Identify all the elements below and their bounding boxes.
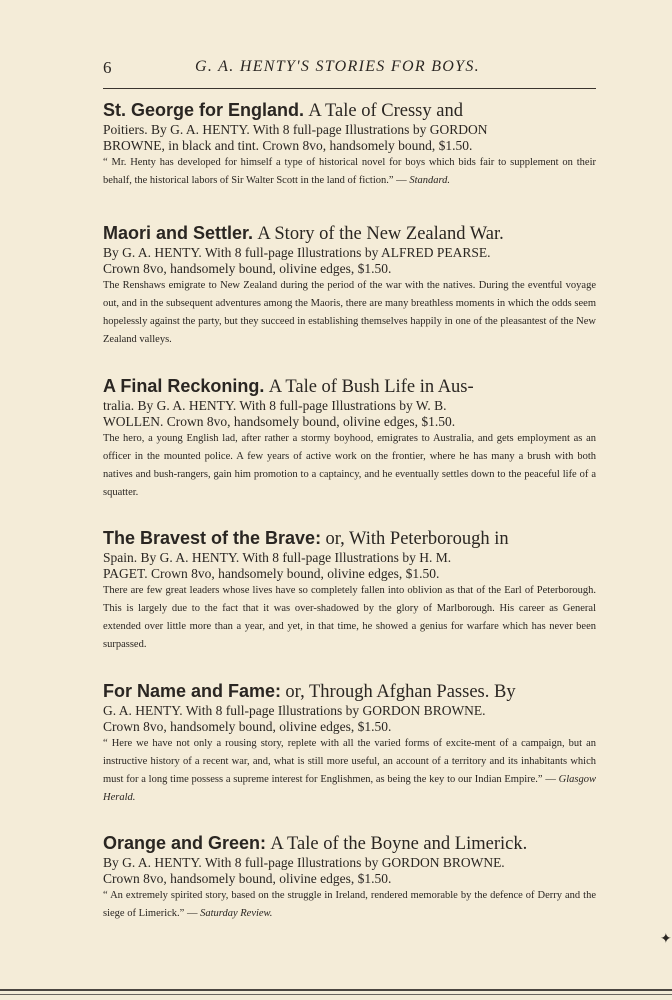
header-rule bbox=[103, 88, 596, 89]
book-entry bbox=[103, 222, 596, 349]
book-title: Maori and Settler. bbox=[103, 223, 254, 243]
bottom-rule bbox=[0, 989, 672, 991]
book-entry bbox=[103, 99, 596, 190]
review-source: Saturday Review. bbox=[200, 908, 273, 919]
page-number: 6 bbox=[103, 58, 112, 77]
description-text: “ Mr. Henty has developed for himself a type of historical novel for boys which bids fair to supplement on their behalf, the historical labors of Sir Walter Scott in the land of fiction.” — bbox=[103, 157, 596, 186]
book-description: The Renshaws emigrate to New Zealand during the period of the war with the natives. During the eventful voyage out, and in the subsequent adventures among the Maoris, there are many breathless moments in which the odds seem hopelessly against the party, but they succeed in establishing themselves happily in one of the pleasantest of the New Zealand valleys. bbox=[103, 280, 596, 345]
book-description bbox=[103, 154, 596, 190]
biblio-line: Crown 8vo, handsomely bound, olivine edges, $1.50. bbox=[103, 871, 392, 886]
book-title: St. George for England. bbox=[103, 100, 305, 120]
book-subtitle: A Story of the New Zealand War. bbox=[257, 224, 504, 244]
book-entry bbox=[103, 832, 596, 923]
biblio-line: PAGET. Crown 8vo, handsomely bound, olivine edges, $1.50. bbox=[103, 566, 440, 581]
book-title-line bbox=[103, 832, 596, 855]
biblio-line: tralia. By G. A. HENTY. With 8 full-page Illustrations by W. B. bbox=[103, 398, 447, 413]
book-subtitle: A Tale of Bush Life in Aus- bbox=[268, 377, 474, 397]
biblio-line: BROWNE, in black and tint. Crown 8vo, handsomely bound, $1.50. bbox=[103, 138, 473, 153]
bottom-rule bbox=[0, 994, 672, 995]
biblio-line: WOLLEN. Crown 8vo, handsomely bound, olivine edges, $1.50. bbox=[103, 414, 456, 429]
book-entry bbox=[103, 375, 596, 502]
biblio-line: Poitiers. By G. A. HENTY. With 8 full-page Illustrations by GORDON bbox=[103, 122, 488, 137]
book-title-line bbox=[103, 527, 596, 550]
biblio-line: Spain. By G. A. HENTY. With 8 full-page Illustrations by H. M. bbox=[103, 550, 452, 565]
margin-mark-icon: ✦ bbox=[660, 932, 672, 947]
book-title-line bbox=[103, 99, 596, 122]
book-entry bbox=[103, 527, 596, 654]
book-entry bbox=[103, 680, 596, 807]
book-description bbox=[103, 735, 596, 807]
book-description: There are few great leaders whose lives have so completely fallen into oblivion as that of the Earl of Peterborough. This is largely due to the fact that it was over-shadowed by the glory of Marlborough. His career as General extended over little more than a year, and yet, in that time, he showed a genius for warfare which has never been surpassed. bbox=[103, 585, 596, 650]
page-header bbox=[103, 58, 596, 82]
review-source: Glasgow Herald. bbox=[103, 774, 596, 803]
book-title: Orange and Green: bbox=[103, 833, 267, 853]
book-subtitle: or, Through Afghan Passes. By bbox=[285, 682, 516, 702]
biblio-line: Crown 8vo, handsomely bound, olivine edges, $1.50. bbox=[103, 261, 392, 276]
book-subtitle: A Tale of the Boyne and Limerick. bbox=[270, 834, 528, 854]
book-description: The hero, a young English lad, after rather a stormy boyhood, emigrates to Australia, and gets employment as an officer in the mounted police. A few years of active work on the frontier, where he has many a brush with both natives and bush-rangers, gain him promotion to a captaincy, and he eventually settles down to the peaceful life of a squatter. bbox=[103, 433, 596, 498]
biblio-line: By G. A. HENTY. With 8 full-page Illustrations by ALFRED PEARSE. bbox=[103, 245, 491, 260]
book-description bbox=[103, 887, 596, 923]
running-title: G. A. HENTY'S STORIES FOR BOYS. bbox=[195, 58, 480, 75]
book-subtitle: A Tale of Cressy and bbox=[308, 101, 463, 121]
review-source: Standard. bbox=[409, 175, 451, 186]
book-title-line bbox=[103, 680, 596, 703]
book-title-line bbox=[103, 222, 596, 245]
description-text: “ An extremely spirited story, based on the struggle in Ireland, rendered memorable by the defence of Derry and the siege of Limerick.” — bbox=[103, 890, 596, 919]
book-title: A Final Reckoning. bbox=[103, 376, 265, 396]
book-title: For Name and Fame: bbox=[103, 681, 282, 701]
book-title-line bbox=[103, 375, 596, 398]
book-subtitle: or, With Peterborough in bbox=[325, 529, 509, 549]
biblio-line: By G. A. HENTY. With 8 full-page Illustrations by GORDON BROWNE. bbox=[103, 855, 505, 870]
description-text: “ Here we have not only a rousing story, replete with all the varied forms of excite-ment of a campaign, but an instructive history of a recent war, and, what is still more useful, an account of a territory and its inhabitants which must for a long time possess a supreme interest for Englishmen, as being the key to our Indian Empire.” — bbox=[103, 738, 596, 785]
biblio-line: G. A. HENTY. With 8 full-page Illustrations by GORDON BROWNE. bbox=[103, 703, 486, 718]
biblio-line: Crown 8vo, handsomely bound, olivine edges, $1.50. bbox=[103, 719, 392, 734]
book-title: The Bravest of the Brave: bbox=[103, 528, 322, 548]
